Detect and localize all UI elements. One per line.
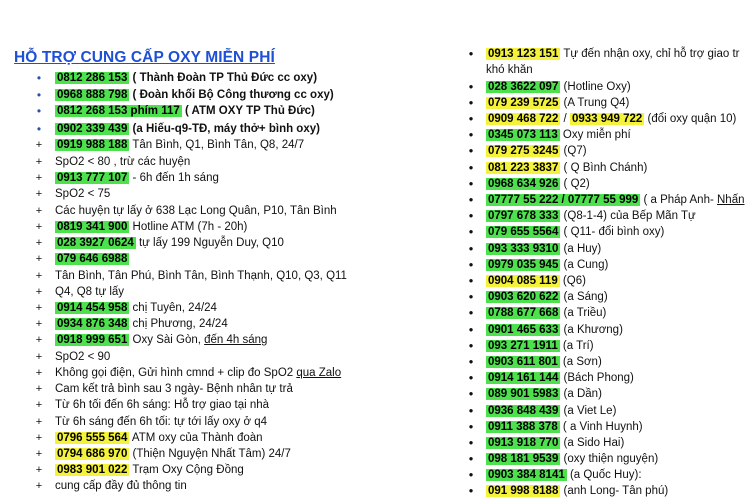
entry-text: (a Sơn) xyxy=(559,356,602,368)
list-item xyxy=(466,241,750,258)
entry-content xyxy=(486,160,647,176)
list-item xyxy=(466,160,750,177)
bullet-dot-icon: ● xyxy=(468,130,474,139)
phone-number: 0918 999 651 xyxy=(57,334,128,346)
entry-text: Oxy miễn phí xyxy=(559,129,631,141)
plus-marker-icon: + xyxy=(35,367,43,379)
phone-number: 0903 620 622 xyxy=(488,291,559,303)
list-item xyxy=(466,111,750,128)
plus-marker-icon: + xyxy=(35,334,43,346)
entry-text: ( Q11- đổi bình oxy) xyxy=(560,226,665,238)
phone-number: 0819 341 900 xyxy=(57,221,128,233)
bullet-dot-icon: ● xyxy=(468,98,474,107)
entry-underlined-text: Nhấn xyxy=(717,194,745,206)
entry-text: (anh Long- Tân phú) xyxy=(560,485,669,497)
phone-number: 0968 634 926 xyxy=(488,178,559,190)
entry-text: (Q8-1-4) của Bếp Mãn Tự xyxy=(560,210,696,222)
phone-number: 0788 677 668 xyxy=(488,307,559,319)
phone-number: 0903 611 801 xyxy=(488,356,558,368)
entry-text: Hotline ATM (7h - 20h) xyxy=(129,221,248,233)
entry-content xyxy=(486,273,586,289)
entry-content xyxy=(55,87,334,103)
phone-number: 0983 901 022 xyxy=(57,464,128,476)
entry-content xyxy=(486,467,642,483)
phone-number: 079 646 6988 xyxy=(57,253,128,265)
plus-marker-icon: + xyxy=(35,448,43,460)
phone-number: 0968 888 798 xyxy=(57,89,128,101)
bullet-dot-icon: ● xyxy=(468,146,474,155)
list-item xyxy=(466,273,750,290)
entry-text: ( a Vinh Huynh) xyxy=(559,421,643,433)
entry-content xyxy=(486,143,587,159)
entry-content xyxy=(486,192,745,208)
phone-number: 0914 161 144 xyxy=(488,372,559,384)
bullet-dot-icon: ● xyxy=(468,82,474,91)
phone-number: 0934 876 348 xyxy=(57,318,128,330)
entry-content xyxy=(486,338,594,354)
entry-content xyxy=(486,176,590,192)
entry-text: cung cấp đầy đủ thông tin xyxy=(55,480,187,492)
entry-content xyxy=(55,332,267,348)
entry-text: ( Q2) xyxy=(560,178,590,190)
plus-marker-icon: + xyxy=(35,172,43,184)
entry-text: SpO2 < 75 xyxy=(55,188,111,200)
entry-text: chị Tuyên, 24/24 xyxy=(129,302,217,314)
plus-marker-icon: + xyxy=(35,416,43,428)
list-item xyxy=(466,338,750,355)
phone-number: 0913 918 770 xyxy=(488,437,559,449)
plus-marker-icon: + xyxy=(35,139,43,151)
entry-text: (Q6) xyxy=(559,275,586,287)
entry-text: (a Khương) xyxy=(560,324,623,336)
entry-content xyxy=(486,224,664,240)
phone-number: 028 3927 0624 xyxy=(57,237,134,249)
list-item xyxy=(466,467,750,484)
entry-text: Q4, Q8 tự lấy xyxy=(55,286,125,298)
entry-content xyxy=(55,397,269,413)
list-item xyxy=(466,79,750,96)
entry-text: (Hotline Oxy) xyxy=(560,81,631,93)
bullet-dot-icon: ● xyxy=(468,211,474,220)
phone-number: 0901 465 633 xyxy=(488,324,559,336)
entry-content xyxy=(55,235,284,251)
plus-marker-icon: + xyxy=(35,188,43,200)
entry-content xyxy=(55,284,124,300)
entry-content xyxy=(486,403,616,419)
phone-number: 0979 035 945 xyxy=(488,259,559,271)
bullet-dot-icon: • xyxy=(36,104,42,118)
phone-number: 0794 686 970 xyxy=(57,448,128,460)
phone-number: 098 181 9539 xyxy=(488,453,559,465)
list-item xyxy=(466,95,750,112)
entry-content xyxy=(486,386,602,402)
list-item xyxy=(466,224,750,241)
list-item xyxy=(466,483,750,500)
plus-marker-icon: + xyxy=(35,464,43,476)
entry-text: (đổi oxy quận 10) xyxy=(644,113,737,125)
phone-number: 079 655 5564 xyxy=(488,226,559,238)
entry-text: Các huyện tự lấy ở 638 Lạc Long Quân, P10, Tân Bình xyxy=(55,205,337,217)
entry-text: Tân Bình, Tân Phú, Bình Tân, Bình Thạnh, Q10, Q3, Q11 xyxy=(55,270,347,282)
bullet-dot-icon: ● xyxy=(468,163,474,172)
entry-content xyxy=(55,186,110,202)
bullet-dot-icon: ● xyxy=(468,325,474,334)
entry-text: (a Cung) xyxy=(560,259,609,271)
phone-number: 028 3622 097 xyxy=(488,81,559,93)
entry-content xyxy=(55,203,337,219)
phone-number: 081 223 3837 xyxy=(488,162,559,174)
list-item xyxy=(466,208,750,225)
entry-content xyxy=(486,305,606,321)
bullet-dot-icon: ● xyxy=(468,49,474,58)
bullet-dot-icon: ● xyxy=(468,260,474,269)
bullet-dot-icon: ● xyxy=(468,470,474,479)
entry-content xyxy=(486,257,608,273)
bullet-dot-icon: ● xyxy=(468,227,474,236)
entry-content xyxy=(55,300,217,316)
list-item xyxy=(466,354,750,371)
bullet-dot-icon: ● xyxy=(468,308,474,317)
plus-marker-icon: + xyxy=(35,205,43,217)
plus-marker-icon: + xyxy=(35,351,43,363)
entry-text: (a Viet Le) xyxy=(560,405,617,417)
phone-number: 0903 384 8141 xyxy=(488,469,565,481)
entry-content xyxy=(486,208,696,224)
entry-text: ATM oxy của Thành đoàn xyxy=(129,432,263,444)
phone-number: 0919 988 188 xyxy=(57,139,128,151)
entry-text: (a Trí) xyxy=(559,340,594,352)
entry-content xyxy=(55,462,244,478)
bullet-dot-icon: ● xyxy=(468,179,474,188)
phone-number: 079 275 3245 xyxy=(488,145,559,157)
phone-number: 0812 286 153 xyxy=(57,72,128,84)
list-item xyxy=(466,451,750,468)
plus-marker-icon: + xyxy=(35,237,43,249)
list-item xyxy=(466,386,750,403)
entry-text: ( a Pháp Anh- xyxy=(640,194,717,206)
phone-number: 0913 777 107 xyxy=(57,172,128,184)
entry-content xyxy=(55,381,293,397)
list-item xyxy=(466,257,750,274)
phone-number: 0797 678 333 xyxy=(488,210,559,222)
entry-content xyxy=(55,446,291,462)
entry-content xyxy=(55,70,317,86)
list-item xyxy=(466,176,750,193)
phone-number: 0812 268 153 phím 117 xyxy=(57,105,180,117)
phone-number: 0904 085 119 xyxy=(488,275,558,287)
entry-text: (a Hiếu-q9-TĐ, máy thở+ bình oxy) xyxy=(129,123,320,135)
list-item xyxy=(466,127,750,144)
bullet-dot-icon: ● xyxy=(468,422,474,431)
plus-marker-icon: + xyxy=(35,221,43,233)
plus-marker-icon: + xyxy=(35,270,43,282)
plus-marker-icon: + xyxy=(35,253,43,265)
entry-content xyxy=(55,414,267,430)
entry-content xyxy=(55,268,347,284)
plus-marker-icon: + xyxy=(35,156,43,168)
plus-marker-icon: + xyxy=(35,399,43,411)
entry-text: SpO2 < 80 , trừ các huyện xyxy=(55,156,191,168)
list-item xyxy=(466,46,750,76)
entry-text: (Q7) xyxy=(560,145,587,157)
bullet-dot-icon: ● xyxy=(468,486,474,495)
entry-text: (a Dần) xyxy=(560,388,602,400)
entry-content xyxy=(55,170,219,186)
bullet-dot-icon: ● xyxy=(468,389,474,398)
entry-text: Từ 6h tối đến 6h sáng: Hỗ trợ giao tại nhà xyxy=(55,399,270,411)
entry-text: (a Sáng) xyxy=(560,291,608,303)
entry-text: / xyxy=(560,113,570,125)
phone-number: 07777 55 222 / 07777 55 999 xyxy=(488,194,639,206)
entry-text: (Thiện Nguyện Nhất Tâm) 24/7 xyxy=(129,448,291,460)
phone-number: 093 271 1911 xyxy=(488,340,558,352)
entry-text: ( Đoàn khối Bộ Công thương cc oxy) xyxy=(129,89,334,101)
phone-number: 079 239 5725 xyxy=(488,97,559,109)
phone-number: 093 333 9310 xyxy=(488,243,559,255)
list-item xyxy=(466,192,750,209)
entry-text: tự lấy 199 Nguyễn Duy, Q10 xyxy=(135,237,284,249)
entry-content xyxy=(486,483,668,499)
entry-text: Oxy Sài Gòn, xyxy=(129,334,205,346)
entry-text: Cam kết trả bình sau 3 ngày- Bệnh nhân tự trả xyxy=(55,383,293,395)
entry-content xyxy=(486,46,739,62)
list-item xyxy=(466,403,750,420)
bullet-dot-icon: ● xyxy=(468,373,474,382)
entry-content xyxy=(486,111,736,127)
phone-number: 0909 468 722 xyxy=(488,113,559,125)
entry-text: Từ 6h sáng đến 6h tối: tự tới lấy oxy ở q4 xyxy=(55,416,268,428)
phone-number: 0911 388 378 xyxy=(488,421,558,433)
entry-text: (oxy thiện nguyện) xyxy=(560,453,659,465)
entry-content xyxy=(55,137,304,153)
entry-content xyxy=(486,419,643,435)
phone-number: 0914 454 958 xyxy=(57,302,128,314)
entry-content xyxy=(486,435,624,451)
entry-content xyxy=(486,354,602,370)
list-item xyxy=(466,419,750,436)
entry-text: (Bách Phong) xyxy=(560,372,634,384)
entry-text: (a Quốc Huy): xyxy=(566,469,642,481)
entry-content xyxy=(55,478,187,494)
plus-marker-icon: + xyxy=(35,480,43,492)
phone-number: 0796 555 564 xyxy=(57,432,128,444)
entry-text: SpO2 < 90 xyxy=(55,351,111,363)
list-item xyxy=(466,305,750,322)
entry-text: (A Trung Q4) xyxy=(560,97,630,109)
phone-number: 0936 848 439 xyxy=(488,405,559,417)
entry-content xyxy=(55,251,129,267)
bullet-dot-icon: • xyxy=(36,122,42,136)
entry-content xyxy=(486,370,634,386)
phone-number: 0902 339 439 xyxy=(57,123,128,135)
phone-number: 091 998 8188 xyxy=(488,485,559,497)
entry-content xyxy=(486,241,601,257)
bullet-dot-icon: ● xyxy=(468,357,474,366)
entry-text: chị Phương, 24/24 xyxy=(129,318,228,330)
bullet-dot-icon: ● xyxy=(468,244,474,253)
phone-number: 0345 073 113 xyxy=(488,129,558,141)
plus-marker-icon: + xyxy=(35,302,43,314)
entry-text: (a Sido Hai) xyxy=(560,437,625,449)
entry-content xyxy=(55,121,320,137)
phone-number: 089 901 5983 xyxy=(488,388,559,400)
list-item xyxy=(466,143,750,160)
entry-text: Tự đến nhận oxy, chỉ hỗ trợ giao tr xyxy=(560,48,740,60)
plus-marker-icon: + xyxy=(35,318,43,330)
bullet-dot-icon: ● xyxy=(468,114,474,123)
bullet-dot-icon: ● xyxy=(468,276,474,285)
bullet-dot-icon: ● xyxy=(468,454,474,463)
entry-underlined-text: qua Zalo xyxy=(296,367,342,379)
list-item xyxy=(466,289,750,306)
entry-content xyxy=(55,103,315,119)
bullet-dot-icon: ● xyxy=(468,341,474,350)
entry-content xyxy=(486,322,623,338)
bullet-dot-icon: ● xyxy=(468,292,474,301)
entry-content xyxy=(55,365,341,381)
bullet-dot-icon: • xyxy=(36,88,42,102)
plus-marker-icon: + xyxy=(35,432,43,444)
page-title: HỖ TRỢ CUNG CẤP OXY MIỄN PHÍ xyxy=(14,49,275,66)
entry-content xyxy=(486,127,631,143)
phone-number: 0933 949 722 xyxy=(571,113,643,125)
bullet-dot-icon: • xyxy=(36,71,42,85)
plus-marker-icon: + xyxy=(35,286,43,298)
entry-content xyxy=(55,154,190,170)
entry-text: - 6h đến 1h sáng xyxy=(129,172,219,184)
bullet-dot-icon: ● xyxy=(468,438,474,447)
bullet-dot-icon: ● xyxy=(468,406,474,415)
entry-text: ( ATM OXY TP Thủ Đức) xyxy=(181,105,315,117)
entry-content xyxy=(55,316,228,332)
entry-text: Tân Bình, Q1, Bình Tân, Q8, 24/7 xyxy=(129,139,305,151)
entry-content xyxy=(486,95,629,111)
entry-text: (a Triều) xyxy=(560,307,607,319)
entry-text: ( Q Bình Chánh) xyxy=(560,162,648,174)
entry-text: Trạm Oxy Cộng Đồng xyxy=(129,464,244,476)
entry-text: (a Huy) xyxy=(560,243,602,255)
plus-marker-icon: + xyxy=(35,383,43,395)
entry-content xyxy=(486,289,608,305)
entry-underlined-text: đến 4h sáng xyxy=(204,334,268,346)
entry-content xyxy=(486,451,658,467)
bullet-dot-icon: ● xyxy=(468,195,474,204)
list-item xyxy=(466,435,750,452)
list-item xyxy=(466,370,750,387)
list-item xyxy=(466,322,750,339)
entry-text-continued: khó khăn xyxy=(486,64,533,76)
entry-content xyxy=(55,430,263,446)
entry-content xyxy=(486,79,631,95)
entry-text: Không gọi điện, Gửi hình cmnd + clip đo SpO2 xyxy=(55,367,297,379)
entry-content xyxy=(55,219,247,235)
entry-text: ( Thành Đoàn TP Thủ Đức cc oxy) xyxy=(129,72,318,84)
phone-number: 0913 123 151 xyxy=(488,48,559,60)
entry-content xyxy=(55,349,110,365)
